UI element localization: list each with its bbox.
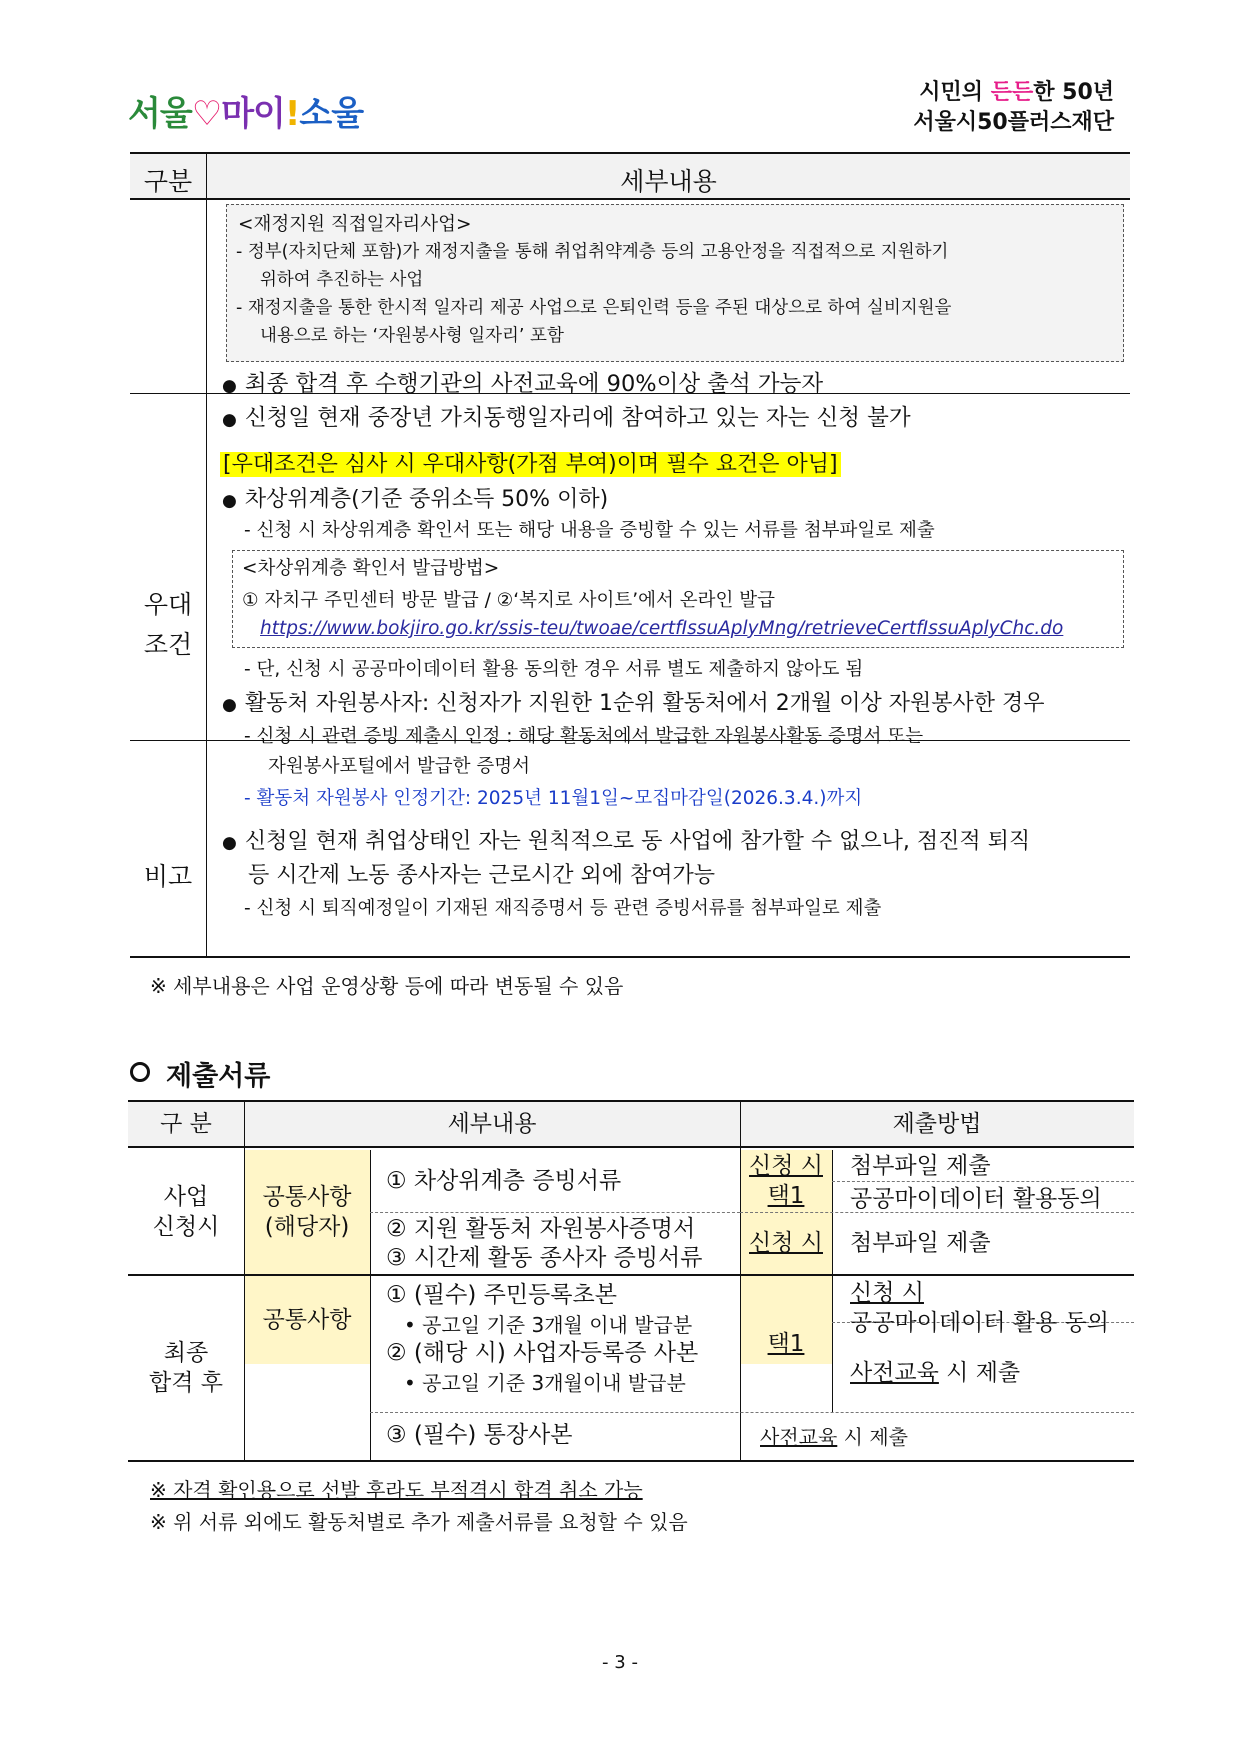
column-header-category: 구분 — [143, 167, 193, 196]
row-label-final-pass: 최종 합격 후 — [149, 1340, 223, 1396]
circle-bullet-icon — [130, 1062, 150, 1082]
heart-icon: ♡ — [191, 94, 222, 134]
bokjiro-link[interactable]: https://www.bokjiro.go.kr/ssis-teu/twoae/certfIssuAplyMng/retrieveCertfIssuAplyChc.do — [260, 618, 1064, 639]
bullet-not-eligible: ● 신청일 현재 중장년 가치동행일자리에 참여하고 있는 자는 신청 불가 — [222, 400, 911, 432]
section-title-documents: 제출서류 — [130, 1054, 270, 1093]
foundation-logo: 시민의 든든한 50년 서울시50플러스재단 — [913, 80, 1114, 135]
column-header-details: 세부내용 — [620, 167, 717, 196]
group-common: 공통사항 — [262, 1307, 352, 1333]
seoul-my-soul-logo: 서울♡마이!소울 — [128, 94, 364, 134]
preference-highlight: [우대조건은 심사 시 우대사항(가점 부여)이며 필수 요건은 아님] — [220, 447, 841, 478]
note-subject-to-change: ※ 세부내용은 사업 운영상황 등에 따라 변동될 수 있음 — [150, 974, 624, 998]
eligibility-table: 구분 세부내용 <재정지원 직접일자리사업> - 정부(자치단체 포함)가 재정지출을 통해 취업취약계층 등의 고용안정을 직접적으로 지원하기 위하여 추진하는 사업 - 재정지출을 통한 한시적 일자리 제공 사업으로 은퇴인력 등을 주된 대상으로 하여 실비지원을 내용으로 하는 ‘자원봉사형 일자리’ 포함 ● 최종 합격 후 수행기관의 사전교육에 90%이상 출석 가능자 ● 신청일 현재 중장년 가치동행일자리에 참여하고 있는 자는 신청 불가 우대 조건 [우대조건은 심사 시 우대사항(가점 부여)이며 필수 요건은 아님] ● 차상위계층(기준 중위소득 50% 이하) - 신청 시 차상위계층 확인서 또는 해당 내용을 증빙할 수 있는 서류를 첨부파일로 제출 <차상위계층 확인서 발급방법> ① 자치구 주민센터 방문 발급 / ②‘복지로 사이트’에서 온라인 발급 https://www.bokjiro.go.kr/ssis-teu/twoae/certfIssuAplyMng/retrieveCertfIssuAplyChc.do - 단, 신청 시 공공마이데이터 활용 동의한 경우 서류 별도 제출하지 않아도 됨 ● 활동처 자원봉사자: 신청자가 지원한 1순위 활동처에서 2개월 이상 자원봉사한 경우 - 신청 시 관련 증빙 제출시 인정 : 해당 활동처에서 발급한 자원봉사활동 증명서 또는 자원봉사포털에서 발급한 증명서 - 활동처 자원봉사 인정기간: 2025년 11월1일~모집마감일(2026.3.4.)까지 비고 ● 신청일 현재 취업상태인 자는 원칙적으로 동 사업에 참가할 수 없으나, 점진적 퇴직 등 시간제 노동 종사자는 근로시간 외에 참여가능 - 신청 시 퇴직예정일이 기재된 재직증명서 등 관련 증빙서류를 첨부파일로 제출 — [130, 152, 1130, 958]
note-additional-documents: ※ 위 서류 외에도 활동처별로 추가 제출서류를 요청할 수 있음 — [150, 1510, 688, 1534]
row-label-remarks: 비고 — [143, 862, 193, 891]
group-common-applicable: 공통사항 (해당자) — [262, 1184, 352, 1240]
bullet-pre-education: ● 최종 합격 후 수행기관의 사전교육에 90%이상 출석 가능자 — [222, 366, 823, 398]
choice-on-application: 신청 시 택1 — [749, 1153, 823, 1209]
column-header-method: 제출방법 — [740, 1100, 1134, 1148]
column-header-details: 세부내용 — [244, 1100, 740, 1148]
documents-table: 구 분 세부내용 제출방법 사업 신청시 공통사항 (해당자) ① 차상위계층 증빙서류 신청 시 택1 첨부파일 제출 공공마이데이터 활용동의 ② 지원 활동처 자원봉사증명서 ③ 시간제 활동 종사자 증빙서류 신청 시 첨부파일 제출 최종 합격 후 공통사항 ① (필수) 주민등록초본 • 공고일 기준 3개월 이내 발급분 ② (해당 시) 사업자등록증 사본 • 공고일 기준 3개월이내 발급분 택1 신청 시 공공마이데이터 활용 동의 사전교육 시 제출 ③ (필수) 통장사본 사전교육 시 제출 — [128, 1100, 1134, 1462]
row-label-preference: 우대 조건 — [143, 590, 193, 659]
box-title: <재정지원 직접일자리사업> — [238, 214, 472, 235]
column-header-category: 구 분 — [128, 1100, 244, 1148]
row-label-application: 사업 신청시 — [152, 1184, 220, 1240]
page-number: - 3 - — [602, 1652, 638, 1673]
volunteer-period: - 활동처 자원봉사 인정기간: 2025년 11월1일~모집마감일(2026.3.4.)까지 — [244, 788, 863, 809]
note-disqualification: ※ 자격 확인용으로 선발 후라도 부적격시 합격 취소 가능 — [150, 1478, 643, 1502]
